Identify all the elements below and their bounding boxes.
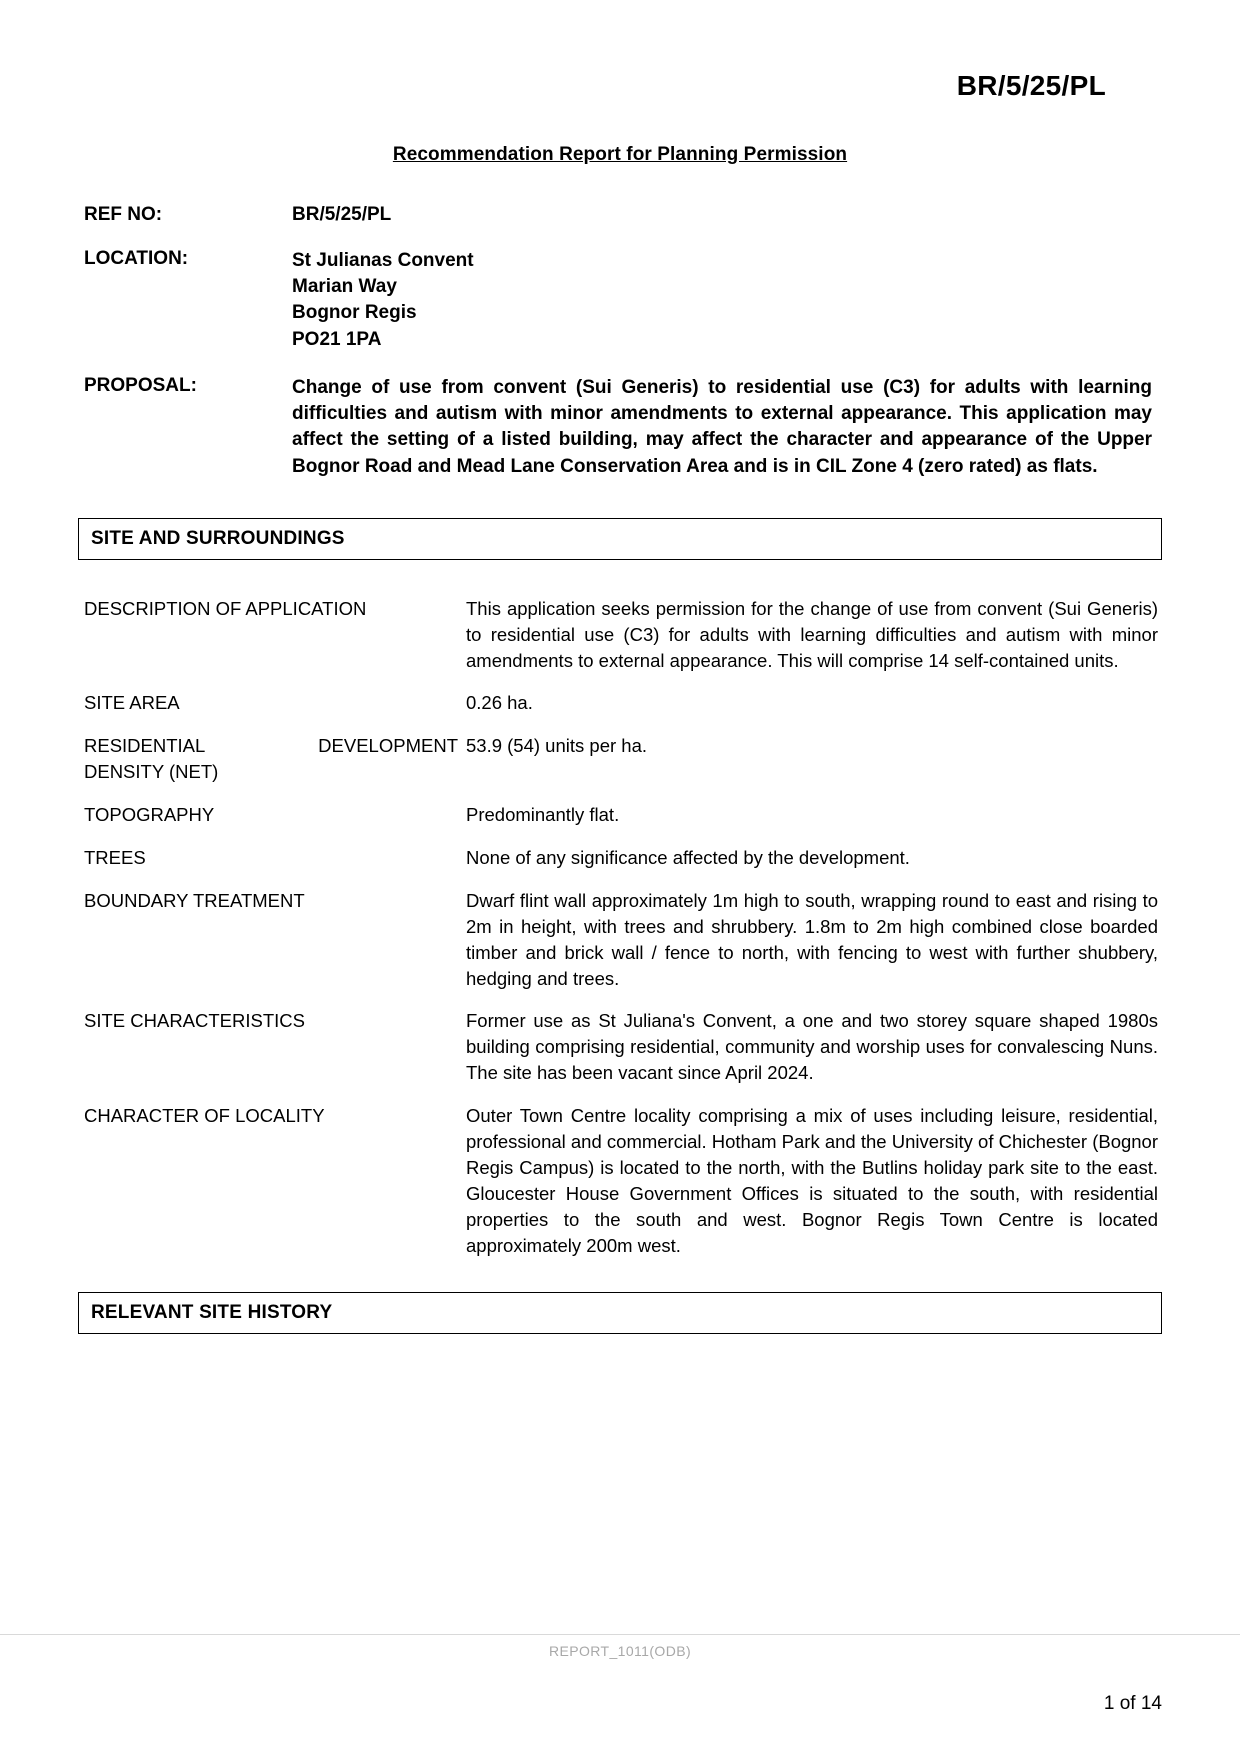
location-value	[292, 248, 1162, 353]
location-line-3: Bognor Regis	[292, 302, 417, 324]
row-label-site-characteristics: SITE CHARACTERISTICS	[84, 1010, 305, 1032]
table-row	[84, 802, 1162, 828]
row-value-description-of-application: This application seeks permission for the change of use from convent (Sui Generis) to residential use (C3) for adults with learning difficulties and autism with minor amendments to external appearance. This will comprise 14 self-contained units.	[466, 597, 1158, 671]
location-line-1: St Julianas Convent	[292, 250, 474, 271]
row-label-boundary-treatment: BOUNDARY TREATMENT	[84, 889, 305, 911]
row-value-trees: None of any significance affected by the development.	[466, 846, 910, 868]
row-value-boundary-treatment: Dwarf flint wall approximately 1m high to south, wrapping round to east and rising to 2m in height, with trees and shrubbery. 1.8m to 2m high combined close boarded timber and brick wall / fence to north, with fencing to west with further shubbery, hedging and trees.	[466, 889, 1158, 989]
row-label-topography: TOPOGRAPHY	[84, 804, 215, 826]
location-label: LOCATION:	[84, 248, 189, 269]
ref-value: BR/5/25/PL	[292, 204, 392, 225]
row-label-character-of-locality: CHARACTER OF LOCALITY	[84, 1105, 325, 1127]
row-value-site-area: 0.26 ha.	[466, 692, 533, 714]
row-label-description-of-application: DESCRIPTION OF APPLICATION	[84, 597, 367, 619]
row-value-site-characteristics: Former use as St Juliana's Convent, a one and two storey square shaped 1980s building comprising residential, community and worship uses for convalescing Nuns. The site has been vacant since April 2024.	[466, 1010, 1158, 1084]
proposal-label: PROPOSAL:	[84, 374, 197, 396]
site-details-table	[84, 596, 1162, 1259]
application-metadata	[84, 204, 1162, 480]
row-label-site-area: SITE AREA	[84, 692, 180, 714]
location-line-2: Marian Way	[292, 276, 397, 298]
meta-row-location	[84, 248, 1162, 353]
row-value-character-of-locality: Outer Town Centre locality comprising a mix of uses including leisure, residential, professional and commercial. Hotham Park and the University of Chichester (Bognor Regis Campus) is located to the north, with the Butlins holiday park site to the east. Gloucester House Government Offices is situated to the south, with residential properties to the south and west. Bognor Regis Town Centre is located approximately 200m west.	[466, 1105, 1159, 1256]
section-heading-site-and-surroundings: SITE AND SURROUNDINGS	[78, 518, 1162, 560]
proposal-value: Change of use from convent (Sui Generis) to residential use (C3) for adults with learning difficulties and autism with minor amendments to external appearance. This application may affect the setting of a listed building, may affect the character and appearance of the Upper Bognor Road and Mead Lane Conservation Area and is in CIL Zone 4 (zero rated) as flats.	[292, 376, 1152, 477]
table-row	[84, 690, 1162, 716]
row-label-line-1: RESIDENTIAL DEVELOPMENT	[84, 735, 458, 757]
footer-report-code: REPORT_1011(ODB)	[548, 1643, 692, 1659]
meta-row-ref	[84, 204, 1162, 226]
page-number: 1 of 14	[1103, 1693, 1162, 1714]
section-heading-relevant-site-history: RELEVANT SITE HISTORY	[78, 1292, 1162, 1334]
row-value-residential-development-density: 53.9 (54) units per ha.	[466, 735, 647, 757]
page-title: Recommendation Report for Planning Permission	[392, 144, 848, 165]
row-label-trees: TREES	[84, 846, 146, 868]
table-row	[84, 888, 1162, 992]
location-line-4: PO21 1PA	[292, 328, 382, 350]
row-value-topography: Predominantly flat.	[466, 804, 620, 826]
meta-row-proposal	[84, 375, 1162, 480]
table-row	[84, 845, 1162, 871]
footer-divider	[0, 1634, 1240, 1635]
table-row	[84, 1008, 1162, 1086]
document-reference-header: BR/5/25/PL	[956, 70, 1106, 101]
table-row	[84, 733, 1162, 785]
row-label-line-2: DENSITY (NET)	[84, 761, 219, 783]
table-row	[84, 1103, 1162, 1258]
ref-label: REF NO:	[84, 204, 163, 225]
table-row	[84, 596, 1162, 674]
row-label-residential-development-density	[84, 733, 466, 785]
